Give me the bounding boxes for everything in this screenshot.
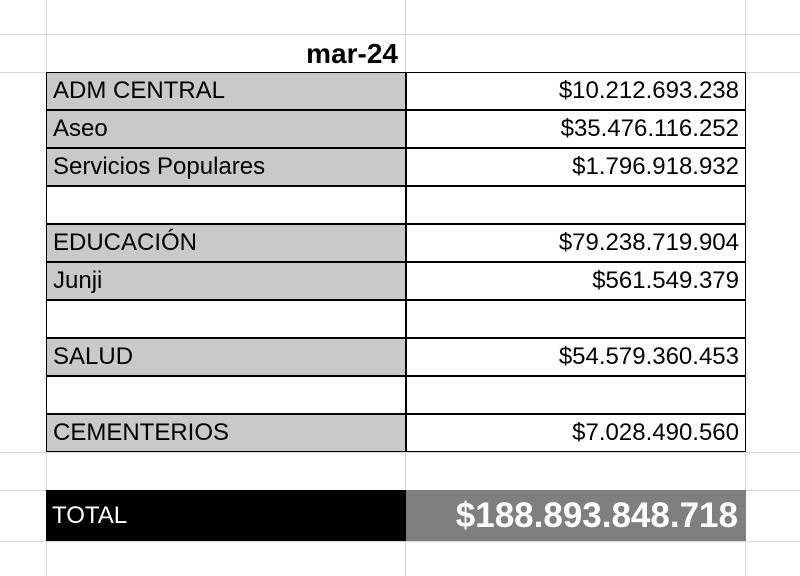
empty-label-cell[interactable] — [46, 376, 406, 414]
row-value-salud[interactable]: $54.579.360.453 — [406, 338, 746, 376]
row-gridline — [0, 541, 800, 542]
row-value-junji[interactable]: $561.549.379 — [406, 262, 746, 300]
empty-value-cell[interactable] — [406, 186, 746, 224]
row-label-salud[interactable]: SALUD — [46, 338, 406, 376]
empty-value-cell[interactable] — [406, 300, 746, 338]
row-label-aseo[interactable]: Aseo — [46, 110, 406, 148]
empty-label-cell[interactable] — [46, 186, 406, 224]
empty-value-cell[interactable] — [406, 376, 746, 414]
row-gridline — [0, 452, 800, 453]
total-value[interactable]: $188.893.848.718 — [406, 490, 746, 541]
row-value-educacion[interactable]: $79.238.719.904 — [406, 224, 746, 262]
total-label[interactable]: TOTAL — [46, 490, 406, 541]
row-label-adm-central[interactable]: ADM CENTRAL — [46, 72, 406, 110]
row-label-cementerios[interactable]: CEMENTERIOS — [46, 414, 406, 452]
row-value-aseo[interactable]: $35.476.116.252 — [406, 110, 746, 148]
row-label-educacion[interactable]: EDUCACIÓN — [46, 224, 406, 262]
row-value-cementerios[interactable]: $7.028.490.560 — [406, 414, 746, 452]
row-label-servicios-populares[interactable]: Servicios Populares — [46, 148, 406, 186]
row-value-adm-central[interactable]: $10.212.693.238 — [406, 72, 746, 110]
period-header[interactable]: mar-24 — [306, 37, 398, 69]
row-value-servicios-populares[interactable]: $1.796.918.932 — [406, 148, 746, 186]
empty-label-cell[interactable] — [46, 300, 406, 338]
row-label-junji[interactable]: Junji — [46, 262, 406, 300]
